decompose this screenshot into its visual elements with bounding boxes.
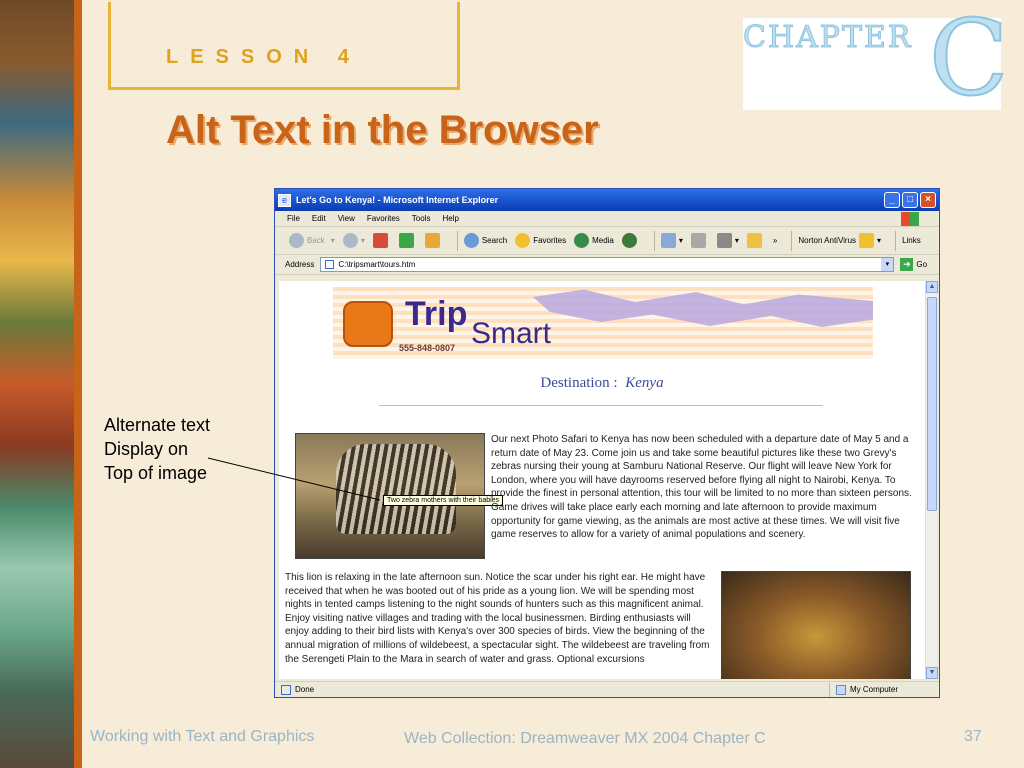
forward-dropdown-icon: ▾	[360, 236, 365, 245]
address-dropdown-icon[interactable]: ▾	[881, 258, 893, 271]
lion-image[interactable]	[721, 571, 911, 679]
chapter-word: CHAPTER	[743, 20, 913, 55]
go-label: Go	[916, 260, 928, 269]
paragraph-zebra: Our next Photo Safari to Kenya has now been scheduled with a departure date of May 5 and a return date of May 23. Come join us and take some beautiful pictures like these two Grevy's zebras nursing their young at Samburu National Reserve. Our flight will leave New York for London, where you will have dayrooms reserved before flying all night to Nairobi, Kenya. To provide the finest in personal attention, this tour will be limited to no more than sixteen persons. Game drives will take place early each morning and late afternoon to provide maximum opportunity for game viewing, as the animals are most active at these times. We will visit five game reserves to allow for a variety of animal populations and scenery.	[491, 434, 912, 541]
go-button[interactable]	[900, 258, 927, 271]
search-label: Search	[481, 236, 508, 245]
refresh-icon	[399, 233, 414, 248]
links-button[interactable]	[902, 236, 921, 245]
horizontal-rule	[379, 405, 823, 406]
banner-phone: 555-848-0807	[399, 343, 456, 353]
zebra-figure	[336, 444, 456, 534]
close-button[interactable]: ×	[920, 192, 936, 208]
security-zone-label: My Computer	[850, 685, 899, 694]
minimize-button[interactable]: _	[884, 192, 900, 208]
address-label: Address	[285, 260, 315, 269]
security-zone	[829, 683, 939, 697]
banner-smart-text: Smart	[471, 317, 552, 350]
address-input[interactable]	[320, 257, 894, 272]
mail-icon	[661, 233, 676, 248]
footer-book-title: Web Collection: Dreamweaver MX 2004 Chapter C	[404, 730, 766, 747]
media-button[interactable]	[574, 233, 614, 248]
messenger-icon	[747, 233, 762, 248]
footer-course-title: Working with Text and Graphics	[90, 728, 315, 745]
back-label: Back	[307, 236, 325, 245]
status-page-icon	[281, 685, 291, 695]
history-icon	[622, 233, 637, 248]
norton-label: Norton AntiVirus	[798, 236, 857, 245]
destination-name: Kenya	[625, 375, 664, 391]
paragraph-lion: This lion is relaxing in the late afternoon sun. Notice the scar under his right ear. He might have received that when he was booted out of his pride as a young lion. We will be spending most nights in tented camps listening to the night sounds of hunters such as this magnificent animal. Enjoy visiting native villages and trading with the local businessmen. Birding enthusiasts will enjoy adding to their bird lists with Kenya's over 300 species of birds. View the beginning of the annual migration of millions of wildebeest, a spectacular sight. The wildebeest are traveling from the Serengeti Plain to the Mara in search of water and grass. Optional excursions	[285, 572, 710, 665]
chapter-letter: C	[929, 0, 1009, 119]
annotation-line-1: Alternate text	[104, 415, 211, 435]
home-button[interactable]	[425, 233, 443, 248]
menu-favorites[interactable]: Favorites	[366, 214, 400, 223]
scroll-up-icon[interactable]: ▲	[926, 281, 938, 293]
norton-icon	[859, 233, 874, 248]
side-rule	[74, 0, 82, 768]
scroll-thumb[interactable]	[927, 297, 937, 511]
menu-tools[interactable]: Tools	[411, 214, 431, 223]
search-button[interactable]	[464, 233, 507, 248]
banner-trip-text: Trip	[405, 295, 468, 333]
menu-view[interactable]: View	[337, 214, 355, 223]
search-icon	[464, 233, 479, 248]
alt-text-tooltip: Two zebra mothers with their babies	[383, 495, 503, 506]
chapter-logo	[743, 0, 1009, 119]
browser-toolbar	[275, 227, 939, 255]
norton-antivirus-button[interactable]: Norton AntiVirus ▾	[798, 233, 881, 248]
toolbar-overflow[interactable]: »	[772, 236, 778, 245]
print-button[interactable]	[691, 233, 709, 248]
links-label: Links	[902, 236, 921, 245]
home-icon	[425, 233, 440, 248]
back-dropdown-icon: ▾	[330, 236, 335, 245]
address-bar	[275, 255, 939, 275]
messenger-button[interactable]	[747, 233, 765, 248]
stop-icon	[373, 233, 388, 248]
refresh-button[interactable]	[399, 233, 417, 248]
window-title: Let's Go to Kenya! - Microsoft Internet Explorer	[296, 195, 499, 205]
status-bar	[275, 681, 939, 697]
scroll-down-icon[interactable]: ▼	[926, 667, 938, 679]
status-text: Done	[295, 685, 315, 694]
browser-window	[274, 188, 940, 698]
favorites-label: Favorites	[533, 236, 567, 245]
page-content	[279, 281, 925, 679]
vertical-scrollbar[interactable]	[925, 281, 937, 679]
destination-heading	[279, 375, 925, 392]
forward-arrow-icon	[343, 233, 358, 248]
page-icon	[325, 260, 334, 269]
favorites-button[interactable]	[515, 233, 566, 248]
stop-button[interactable]	[373, 233, 391, 248]
lesson-label: LESSON 4	[166, 46, 361, 68]
menu-help[interactable]: Help	[442, 214, 459, 223]
menu-bar	[275, 211, 939, 227]
destination-label: Destination :	[540, 375, 618, 391]
address-value: C:\tripsmart\tours.htm	[338, 260, 416, 269]
toolbar-separator	[791, 231, 792, 251]
go-arrow-icon: ➜	[900, 258, 913, 271]
annotation-text	[104, 413, 210, 485]
annotation-line-2: Display on	[104, 439, 189, 459]
ie-app-icon: e	[278, 194, 291, 207]
luggage-icon	[343, 301, 393, 347]
print-icon	[691, 233, 706, 248]
back-arrow-icon	[289, 233, 304, 248]
decorative-side-strip	[0, 0, 82, 768]
toolbar-separator	[654, 231, 655, 251]
edit-page-icon	[717, 233, 732, 248]
history-button[interactable]	[622, 233, 640, 248]
maximize-button[interactable]: □	[902, 192, 918, 208]
media-label: Media	[592, 236, 614, 245]
window-titlebar[interactable]	[275, 189, 939, 211]
windows-logo-icon	[901, 212, 919, 226]
africa-map-graphic	[533, 287, 873, 337]
page-number: 37	[964, 728, 982, 745]
toolbar-separator	[895, 231, 896, 251]
annotation-line-3: Top of image	[104, 463, 208, 483]
slide-title: Alt Text in the Browser	[166, 108, 599, 152]
favorites-star-icon	[515, 233, 530, 248]
edit-button[interactable]: ▾	[717, 233, 739, 248]
mail-button[interactable]: ▾	[661, 233, 683, 248]
media-icon	[574, 233, 589, 248]
toolbar-separator	[457, 231, 458, 251]
computer-icon	[836, 685, 846, 695]
tripsmart-banner	[333, 287, 873, 359]
menu-edit[interactable]: Edit	[311, 214, 326, 223]
menu-file[interactable]: File	[287, 214, 300, 223]
back-button[interactable]	[289, 233, 335, 248]
forward-button[interactable]	[343, 233, 365, 248]
